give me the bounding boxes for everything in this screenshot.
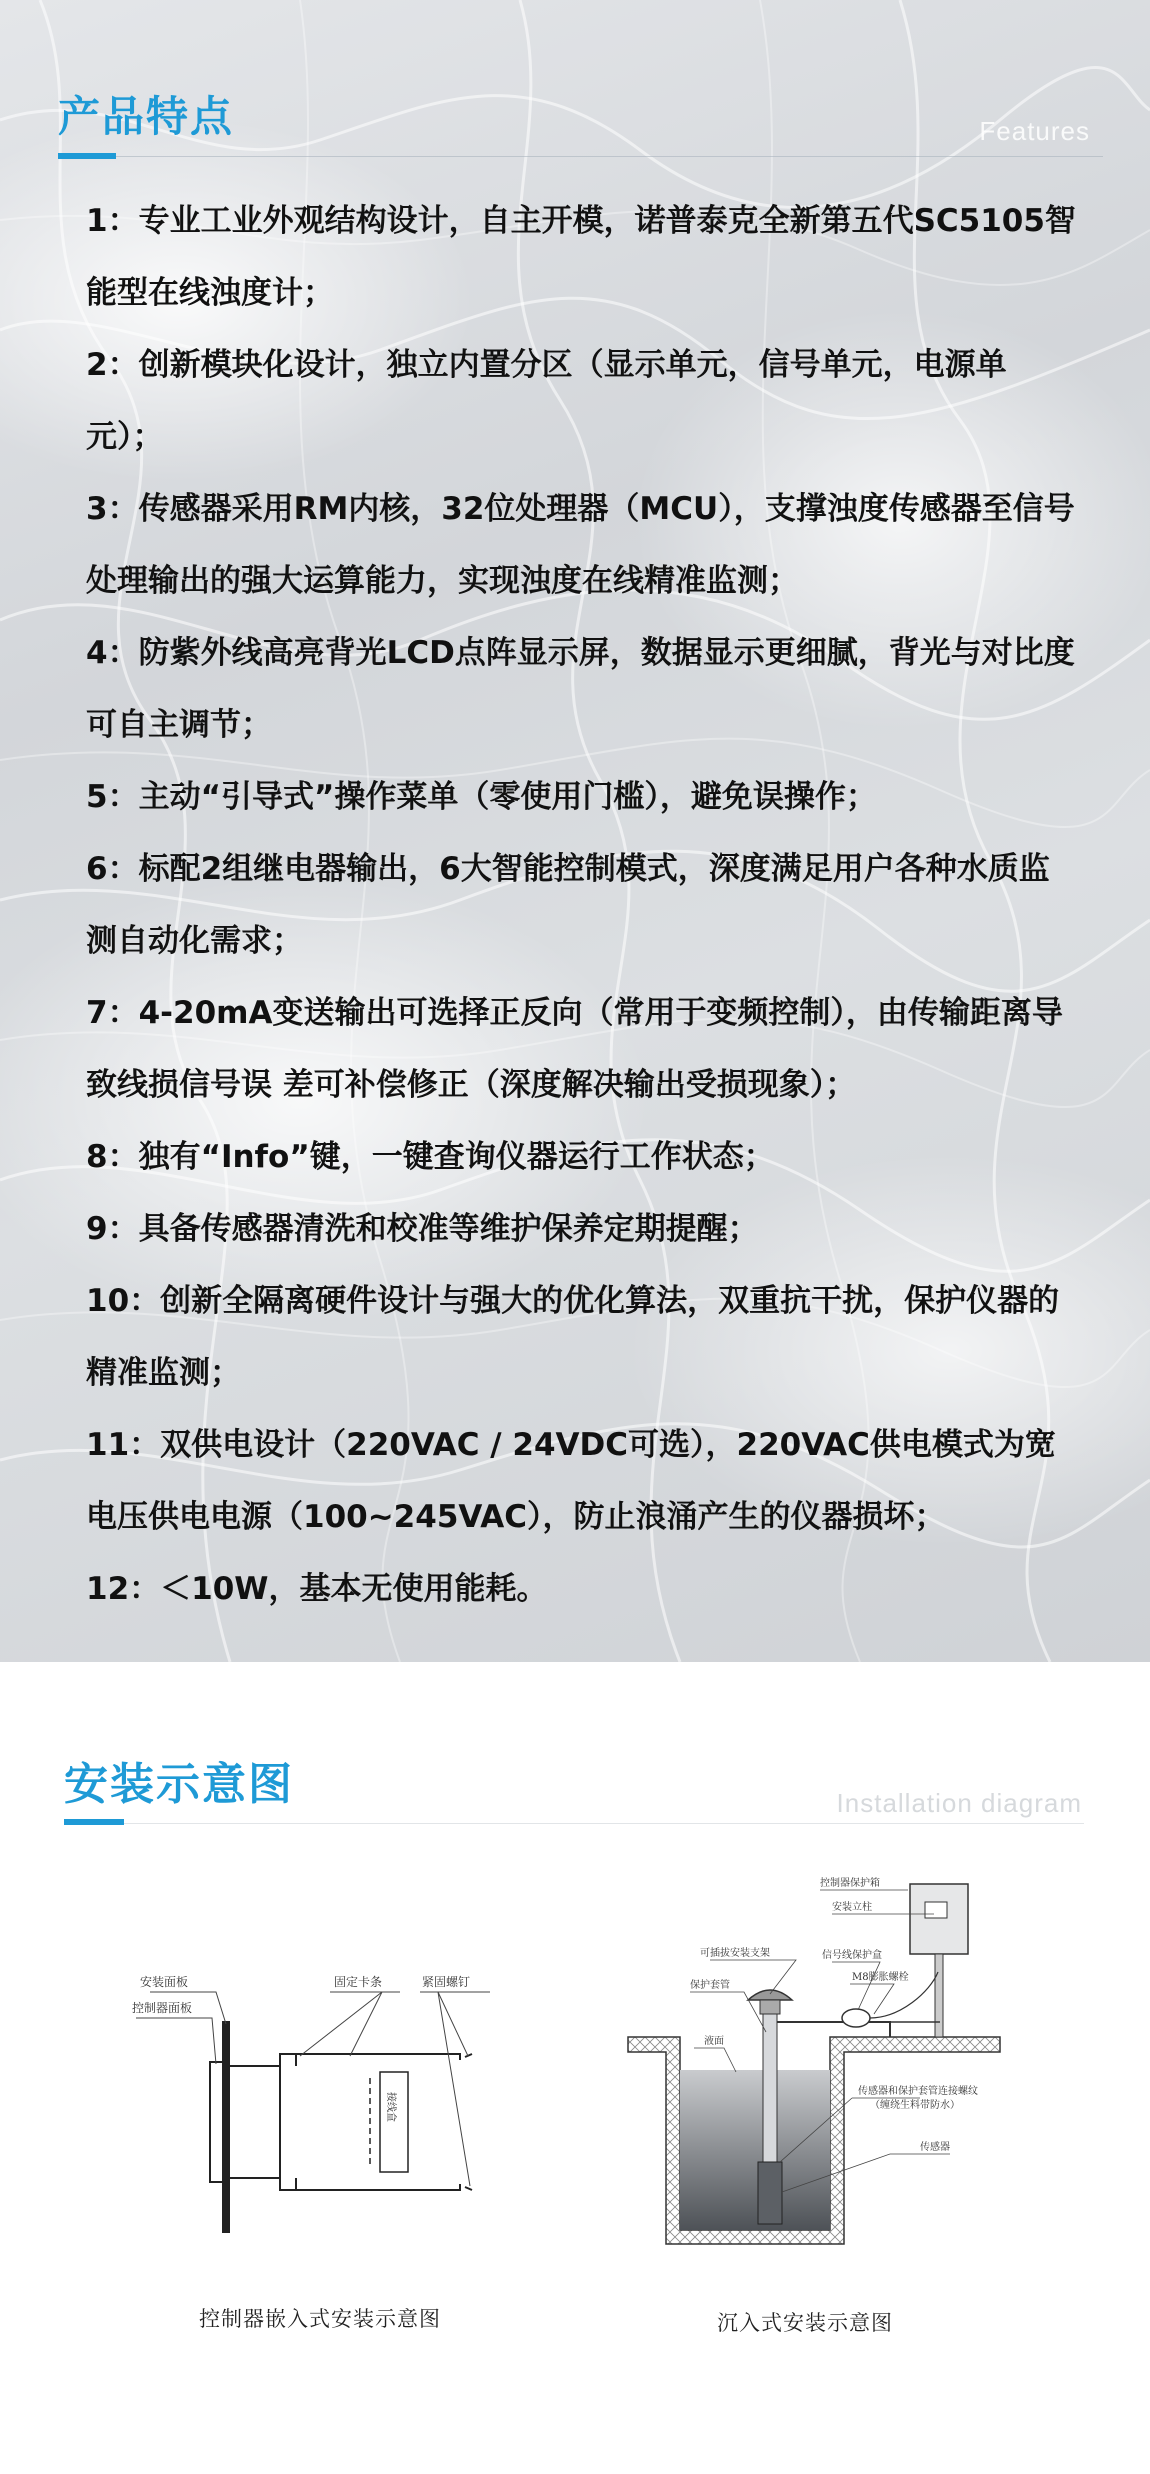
feature-item-3: 3：传感器采用RM内核，32位处理器（MCU），支撑浊度传感器至信号处理输出的强大运算能力，实现浊度在线精准监测； (86, 491, 1075, 599)
label-joint-note: （缠绕生料带防水） (870, 2100, 960, 2111)
label-post: 安装立柱 (832, 1902, 872, 1913)
installation-title-accent (64, 1819, 124, 1825)
label-mount-panel: 安装面板 (140, 1975, 189, 1989)
label-bolt: M8膨胀螺栓 (852, 1972, 909, 1983)
label-junction-box: 接线盒 (385, 2092, 396, 2122)
installation-divider (64, 1823, 1084, 1824)
feature-item-10: 10：创新全隔离硬件设计与强大的优化算法，双重抗干扰，保护仪器的精准监测； (86, 1283, 1060, 1391)
label-clip: 固定卡条 (334, 1975, 383, 1989)
panel-mount-diagram (120, 1962, 560, 2242)
features-divider (58, 156, 1103, 157)
panel-mount-caption: 控制器嵌入式安装示意图 (199, 2307, 441, 2331)
features-title-accent (58, 153, 116, 159)
submersion-mount-diagram (620, 1872, 1020, 2282)
label-pipe: 保护套管 (690, 1980, 730, 1991)
label-protect-box: 控制器保护箱 (820, 1878, 880, 1889)
feature-item-5: 5：主动“引导式”操作菜单（零使用门槛），避免误操作； (86, 779, 877, 815)
feature-item-8: 8：独有“Info”键，一键查询仪器运行工作状态； (86, 1139, 775, 1175)
feature-item-4: 4：防紫外线高亮背光LCD点阵显示屏，数据显示更细腻，背光与对比度可自主调节； (86, 635, 1075, 743)
submersion-mount-caption: 沉入式安装示意图 (717, 2311, 893, 2335)
feature-item-6: 6：标配2组继电器输出，6大智能控制模式，深度满足用户各种水质监测自动化需求； (86, 851, 1050, 959)
label-joint: 传感器和保护套管连接螺纹 (858, 2086, 978, 2097)
label-liquid: 液面 (704, 2036, 724, 2047)
feature-item-11: 11：双供电设计（220VAC / 24VDC可选），220VAC供电模式为宽电压供电电源（100~245VAC），防止浪涌产生的仪器损坏； (86, 1427, 1056, 1535)
feature-item-12: 12：＜10W，基本无使用能耗。 (86, 1571, 548, 1607)
features-subtitle-en: Features (979, 116, 1090, 146)
label-controller-panel: 控制器面板 (132, 2001, 193, 2015)
label-screw: 紧固螺钉 (422, 1975, 471, 1989)
feature-item-7: 7：4-20mA变送输出可选择正反向（常用于变频控制），由传输距离导致线损信号误 差可补偿修正（深度解决输出受损现象）； (86, 995, 1063, 1103)
installation-title: 安装示意图 (64, 1759, 294, 1810)
feature-item-9: 9：具备传感器清洗和校准等维护保养定期提醒； (86, 1211, 759, 1247)
installation-subtitle-en: Installation diagram (836, 1788, 1082, 1818)
label-bracket: 可插拔安装支架 (700, 1948, 770, 1959)
feature-item-2: 2：创新模块化设计，独立内置分区（显示单元，信号单元，电源单元）； (86, 347, 1007, 455)
installation-section (0, 1662, 1150, 2474)
label-sensor: 传感器 (920, 2142, 950, 2153)
label-signal-box: 信号线保护盒 (822, 1950, 882, 1961)
feature-list (86, 185, 1076, 1625)
feature-item-1: 1：专业工业外观结构设计，自主开模，诺普泰克全新第五代SC5105智能型在线浊度计； (86, 203, 1076, 311)
features-title: 产品特点 (58, 92, 235, 141)
